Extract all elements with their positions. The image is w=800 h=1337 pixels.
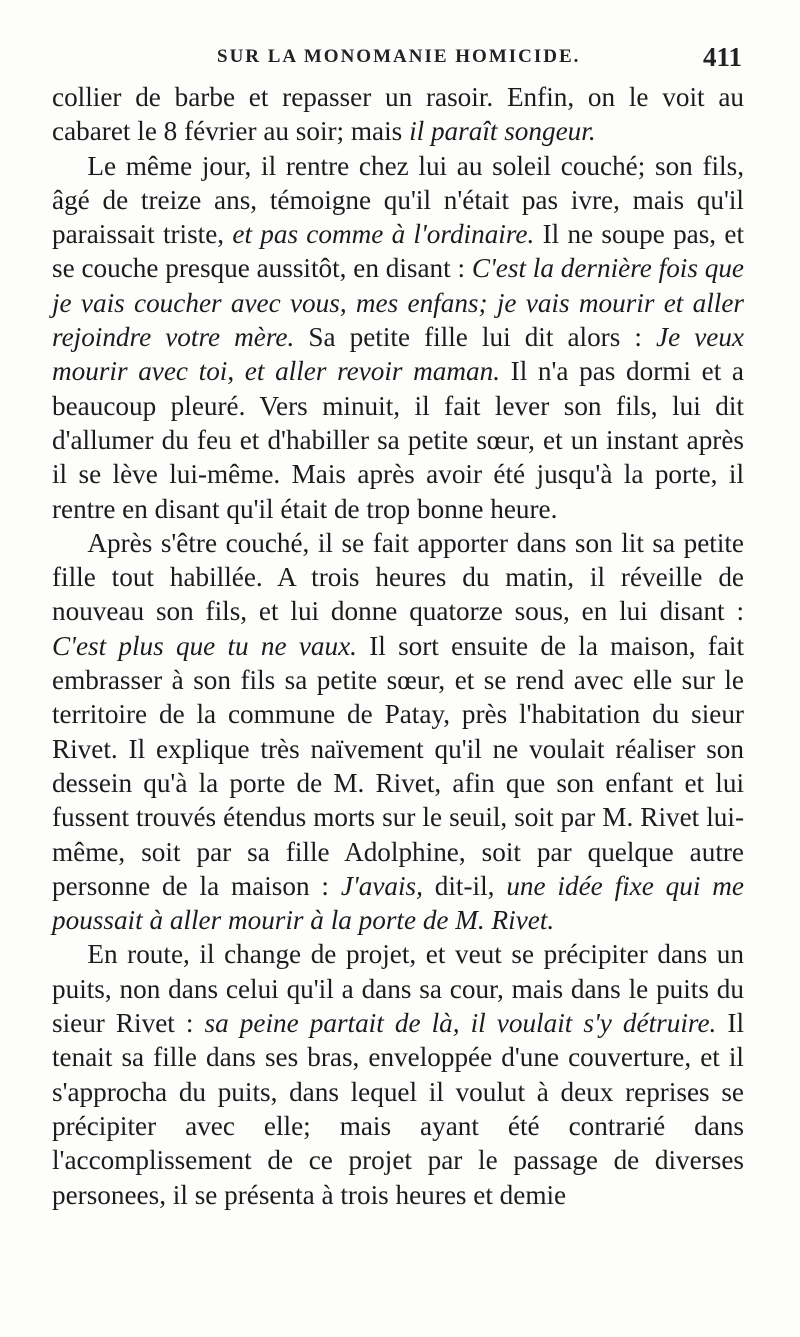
text-run: Il tenait sa fille dans ses bras, enveloppée d'une couverture, et il s'approcha du puits, dans lequel il voulut à deux reprises se précipiter avec elle; mais ayant été contrarié dans l'accomplissement de ce projet par le passage de diverses personees, il se présenta à trois heures et demie: [52, 1008, 744, 1210]
paragraph: [52, 149, 744, 526]
body-text: [52, 80, 744, 1212]
italic-quote: et pas comme à l'ordinaire.: [232, 219, 535, 250]
italic-quote: C'est plus que tu ne vaux.: [52, 630, 357, 661]
text-run: Il n'a pas dormi et a beaucoup pleuré. Vers minuit, il fait lever son fils, lui dit d'allumer du feu et d'habiller sa petite sœur, et un instant après il se lève lui-même. Mais après avoir été jusqu'à la porte, il rentre en disant qu'il était de trop bonne heure.: [52, 356, 744, 524]
paragraph: [52, 80, 744, 149]
text-run: collier de barbe et repasser un rasoir. Enfin, on le voit au cabaret le 8 février au soir; mais: [52, 82, 744, 147]
paragraph: [52, 526, 744, 938]
italic-quote: sa peine partait de là, il voulait s'y détruire.: [204, 1008, 717, 1039]
text-run: Après s'être couché, il se fait apporter dans son lit sa petite fille tout habillée. A trois heures du matin, il réveille de nouveau son fils, et lui donne quatorze sous, en lui disant :: [52, 527, 744, 627]
italic-quote: J'avais,: [340, 870, 423, 901]
italic-quote: C'est la dernière fois que je vais coucher avec vous, mes enfans; je vais mourir et aller rejoindre votre mère.: [52, 253, 744, 353]
paragraph: [52, 937, 744, 1211]
page-number: 411: [702, 42, 742, 72]
running-title: SUR LA MONOMANIE HOMICIDE.: [217, 46, 581, 67]
text-run: Il sort ensuite de la maison, fait embrasser à son fils sa petite sœur, et se rend avec elle sur le territoire de la commune de Patay, près l'habitation du sieur Rivet. Il explique très naïvement qu'il ne voulait réaliser son dessein qu'à la porte de M. Rivet, afin que son enfant et lui fussent trouvés étendus morts sur le seuil, soit par M. Rivet lui-même, soit par sa fille Adolphine, soit par quelque autre personne de la maison :: [52, 630, 744, 901]
text-run: dit-il,: [422, 870, 507, 901]
text-run: Il ne soupe pas, et se couche presque aussitôt, en disant :: [52, 219, 744, 284]
italic-quote: il paraît songeur.: [409, 116, 596, 147]
text-run: Le même jour, il rentre chez lui au soleil couché; son fils, âgé de treize ans, témoigne qu'il n'était pas ivre, mais qu'il paraissait triste,: [52, 150, 744, 250]
italic-quote: Je veux mourir avec toi, et aller revoir maman.: [52, 322, 744, 387]
italic-quote: une idée fixe qui me poussait à aller mourir à la porte de M. Rivet.: [52, 870, 744, 936]
text-run: En route, il change de projet, et veut se précipiter dans un puits, non dans celui qu'il a dans sa cour, mais dans le puits du sieur Rivet :: [52, 939, 744, 1039]
text-run: Sa petite fille lui dit alors :: [294, 322, 656, 353]
running-head: [52, 44, 742, 74]
